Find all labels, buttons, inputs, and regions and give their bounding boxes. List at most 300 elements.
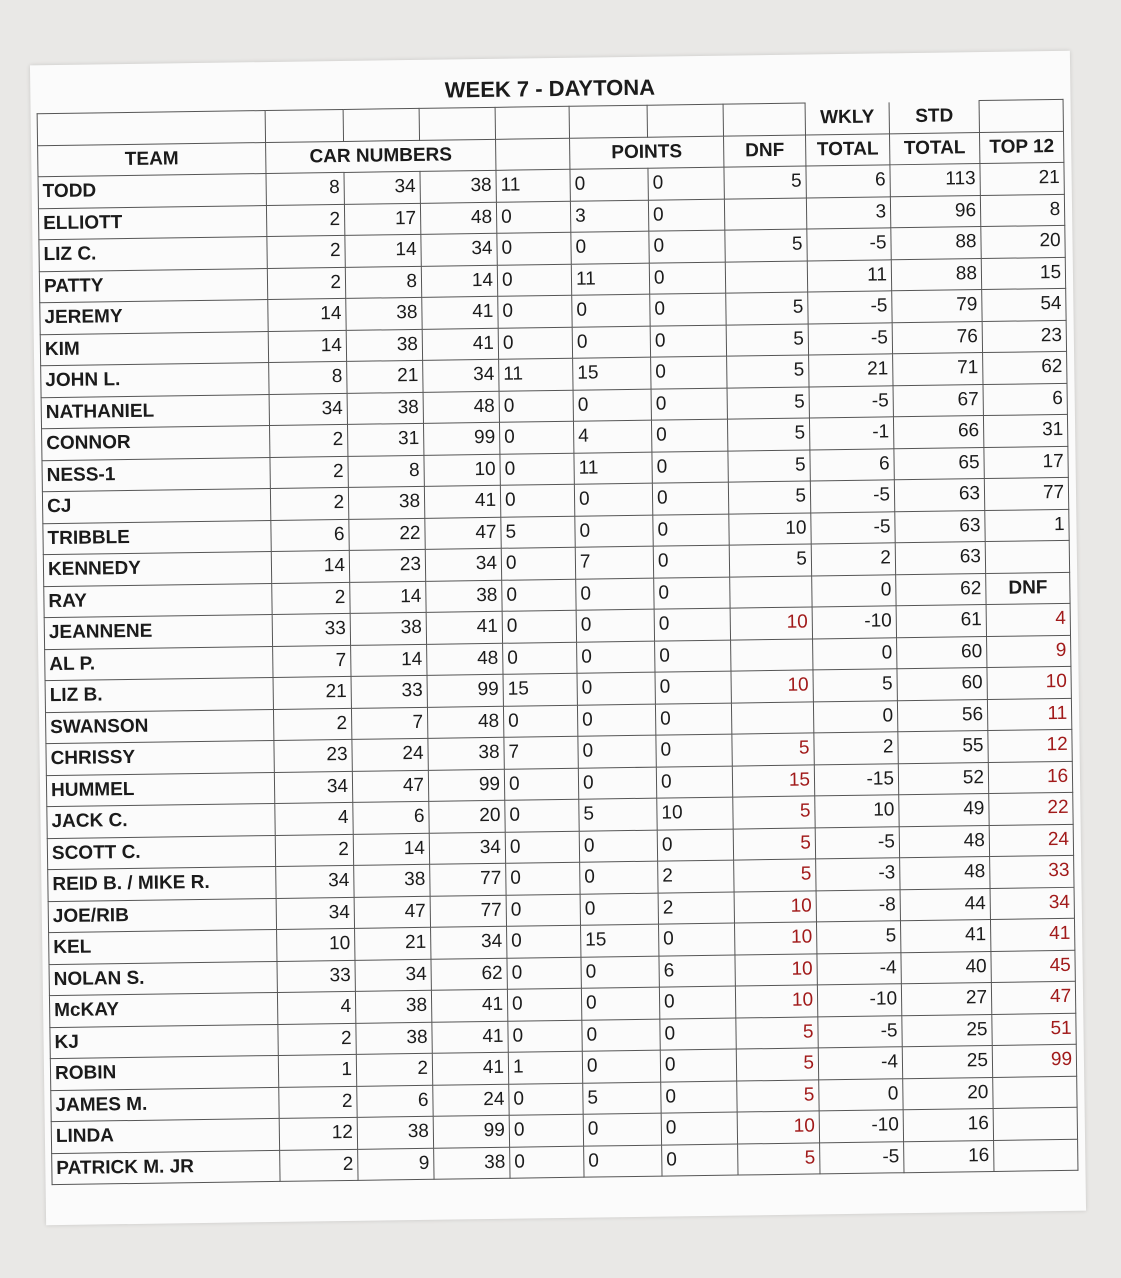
header-wkly-total: TOTAL <box>805 133 889 166</box>
team-name: CJ <box>42 489 270 524</box>
points-value: 0 <box>575 515 653 548</box>
dnf-value: 5 <box>733 796 815 829</box>
car-number: 8 <box>269 361 347 394</box>
car-number: 34 <box>429 832 505 865</box>
car-number: 34 <box>274 771 352 804</box>
weekly-total: 6 <box>810 448 894 481</box>
team-name: PATTY <box>39 268 267 303</box>
points-value: 0 <box>652 482 728 515</box>
points-value: 0 <box>578 767 656 800</box>
dnf-value: 10 <box>737 1111 819 1144</box>
top12-value: 1 <box>985 509 1070 542</box>
car-number: 33 <box>351 675 427 708</box>
points-value: 0 <box>577 672 655 705</box>
car-number: 38 <box>350 612 426 645</box>
car-number: 0 <box>509 1114 583 1147</box>
points-value: 0 <box>653 514 729 547</box>
team-name: LIZ C. <box>39 237 267 272</box>
dnf-value: 10 <box>729 512 811 545</box>
team-name: CONNOR <box>42 426 270 461</box>
points-value: 0 <box>649 262 725 295</box>
weekly-total: 5 <box>813 669 897 702</box>
car-number: 38 <box>346 297 422 330</box>
points-value: 0 <box>577 704 655 737</box>
car-number: 38 <box>420 170 496 203</box>
points-value: 11 <box>571 263 649 296</box>
standing-total: 48 <box>900 856 990 889</box>
car-number: 0 <box>508 1020 582 1053</box>
dnf-value: 5 <box>724 166 806 199</box>
car-number: 48 <box>427 643 503 676</box>
car-number: 14 <box>351 644 427 677</box>
top12-value: 62 <box>983 351 1068 384</box>
standing-total: 63 <box>894 479 984 512</box>
car-number: 38 <box>355 990 431 1023</box>
car-number: 20 <box>429 800 505 833</box>
car-number: 41 <box>424 485 500 518</box>
standing-total: 20 <box>903 1077 993 1110</box>
standing-total: 113 <box>890 164 980 197</box>
car-number: 99 <box>427 674 503 707</box>
standings-sheet <box>30 51 1086 1225</box>
car-number: 41 <box>422 328 498 361</box>
car-number: 31 <box>347 423 423 456</box>
points-value: 0 <box>573 389 651 422</box>
car-number: 2 <box>275 834 353 867</box>
top12-value: 16 <box>988 761 1073 794</box>
top12-value: 34 <box>990 887 1075 920</box>
car-number: 99 <box>423 422 499 455</box>
team-name: TRIBBLE <box>43 520 271 555</box>
car-number: 2 <box>270 424 348 457</box>
table-body <box>37 65 1078 1185</box>
weekly-total: -8 <box>816 889 900 922</box>
car-number: 0 <box>507 957 581 990</box>
car-number: 47 <box>352 770 428 803</box>
points-value: 4 <box>573 420 651 453</box>
dnf-value <box>731 701 813 734</box>
points-value: 0 <box>571 231 649 264</box>
top12-value: 15 <box>981 257 1066 290</box>
header-car-numbers: CAR NUMBERS <box>266 139 496 174</box>
points-value: 0 <box>654 577 730 610</box>
car-number: 0 <box>507 988 581 1021</box>
car-number: 38 <box>346 329 422 362</box>
points-value: 15 <box>573 357 651 390</box>
dnf-value: 5 <box>736 1016 818 1049</box>
points-value: 0 <box>580 861 658 894</box>
car-number: 38 <box>347 392 423 425</box>
points-value: 0 <box>650 293 726 326</box>
car-number: 11 <box>496 169 570 202</box>
car-number: 14 <box>268 298 346 331</box>
weekly-total: 0 <box>819 1078 903 1111</box>
team-name: LIZ B. <box>45 677 273 712</box>
points-value: 11 <box>574 452 652 485</box>
car-number: 2 <box>356 1053 432 1086</box>
weekly-total: 10 <box>815 795 899 828</box>
weekly-total: -5 <box>820 1141 904 1174</box>
dnf-value: 5 <box>737 1079 819 1112</box>
top12-value: 47 <box>991 981 1076 1014</box>
car-number: 34 <box>421 233 497 266</box>
car-number: 11 <box>499 358 573 391</box>
weekly-total: 5 <box>816 921 900 954</box>
top12-value: 51 <box>992 1013 1077 1046</box>
dnf-value: 5 <box>727 418 809 451</box>
top12-value: 6 <box>983 383 1068 416</box>
car-number: 8 <box>345 266 421 299</box>
car-number: 0 <box>510 1146 584 1179</box>
team-name: KJ <box>50 1024 278 1059</box>
points-value: 0 <box>661 1081 737 1114</box>
points-value: 3 <box>570 200 648 233</box>
points-value: 0 <box>651 356 727 389</box>
weekly-total: 0 <box>813 700 897 733</box>
car-number: 41 <box>432 1052 508 1085</box>
top12-value <box>994 1139 1079 1172</box>
header-std-total: TOTAL <box>889 132 979 165</box>
team-name: CHRISSY <box>46 740 274 775</box>
car-number: 24 <box>433 1084 509 1117</box>
car-number: 0 <box>506 862 580 895</box>
car-number: 0 <box>498 295 572 328</box>
car-number: 2 <box>272 582 350 615</box>
top12-value: 45 <box>991 950 1076 983</box>
points-value: 0 <box>582 1050 660 1083</box>
team-name: JACK C. <box>47 803 275 838</box>
standing-total: 61 <box>896 605 986 638</box>
points-value: 0 <box>579 830 657 863</box>
weekly-total: -4 <box>817 952 901 985</box>
weekly-total: -5 <box>808 291 892 324</box>
car-number: 34 <box>344 171 420 204</box>
weekly-total: -5 <box>811 511 895 544</box>
points-value: 0 <box>584 1145 662 1178</box>
car-number: 2 <box>266 204 344 237</box>
car-number: 10 <box>277 928 355 961</box>
car-number: 0 <box>497 232 571 265</box>
car-number: 48 <box>423 391 499 424</box>
car-number: 0 <box>497 264 571 297</box>
standing-total: 88 <box>891 227 981 260</box>
points-value: 5 <box>583 1082 661 1115</box>
car-number: 34 <box>269 393 347 426</box>
top12-value <box>985 540 1070 573</box>
top12-value: 11 <box>987 698 1072 731</box>
car-number: 22 <box>349 518 425 551</box>
team-name: TODD <box>38 174 266 209</box>
car-number: 34 <box>355 959 431 992</box>
top12-value: 31 <box>983 414 1068 447</box>
car-number: 0 <box>506 894 580 927</box>
top12-value: 20 <box>981 225 1066 258</box>
points-value: 0 <box>655 640 731 673</box>
car-number: 48 <box>427 706 503 739</box>
car-number: 0 <box>504 768 578 801</box>
car-number: 77 <box>430 863 506 896</box>
top12-value: 4 <box>986 603 1071 636</box>
standing-total: 63 <box>895 510 985 543</box>
top12-value: 99 <box>992 1044 1077 1077</box>
car-number: 41 <box>431 989 507 1022</box>
weekly-total: 3 <box>806 196 890 229</box>
team-name: SWANSON <box>45 709 273 744</box>
header-std: STD <box>889 101 979 134</box>
dnf-value: 5 <box>736 1048 818 1081</box>
points-value: 0 <box>576 609 654 642</box>
points-value: 0 <box>662 1144 738 1177</box>
car-number: 2 <box>267 267 345 300</box>
top12-value: 41 <box>990 918 1075 951</box>
standing-total: 62 <box>896 573 986 606</box>
car-number: 2 <box>267 235 345 268</box>
car-number: 38 <box>434 1147 510 1180</box>
car-number: 21 <box>355 927 431 960</box>
car-number: 0 <box>498 327 572 360</box>
car-number: 41 <box>426 611 502 644</box>
dnf-value: 10 <box>735 953 817 986</box>
standing-total: 88 <box>891 258 981 291</box>
points-value: 15 <box>581 924 659 957</box>
points-value: 0 <box>581 987 659 1020</box>
car-number: 38 <box>356 1022 432 1055</box>
car-number: 38 <box>354 864 430 897</box>
car-number: 99 <box>433 1115 509 1148</box>
car-number: 0 <box>503 705 577 738</box>
car-number: 0 <box>500 453 574 486</box>
weekly-total: 2 <box>814 732 898 765</box>
points-value: 0 <box>649 230 725 263</box>
points-value: 2 <box>658 860 734 893</box>
weekly-total: -10 <box>812 606 896 639</box>
car-number: 10 <box>424 454 500 487</box>
points-value: 0 <box>578 735 656 768</box>
points-value: 0 <box>572 326 650 359</box>
dnf-value: 5 <box>725 229 807 262</box>
team-name: JAMES M. <box>51 1087 279 1122</box>
car-number: 12 <box>279 1117 357 1150</box>
points-value: 0 <box>574 483 652 516</box>
weekly-total: -5 <box>815 826 899 859</box>
car-number: 0 <box>502 610 576 643</box>
car-number: 14 <box>350 581 426 614</box>
standing-total: 41 <box>900 919 990 952</box>
weekly-total: -10 <box>817 984 901 1017</box>
weekly-total: -10 <box>819 1110 903 1143</box>
team-name: KEL <box>49 929 277 964</box>
weekly-total: 6 <box>806 165 890 198</box>
dnf-value <box>724 197 806 230</box>
car-number: 14 <box>421 265 497 298</box>
weekly-total: -4 <box>818 1047 902 1080</box>
team-name: NESS-1 <box>42 457 270 492</box>
car-number: 2 <box>280 1149 358 1182</box>
points-value: 0 <box>651 388 727 421</box>
points-value: 0 <box>655 671 731 704</box>
points-value: 0 <box>652 451 728 484</box>
car-number: 17 <box>344 203 420 236</box>
team-name: HUMMEL <box>46 772 274 807</box>
dnf-value: 5 <box>726 292 808 325</box>
weekly-total: -3 <box>816 858 900 891</box>
car-number: 0 <box>502 579 576 612</box>
standing-total: 67 <box>893 384 983 417</box>
points-value: 0 <box>660 1049 736 1082</box>
standing-total: 25 <box>902 1045 992 1078</box>
dnf-value: 10 <box>730 607 812 640</box>
points-value: 0 <box>660 1018 736 1051</box>
team-name: NATHANIEL <box>41 394 269 429</box>
standing-total: 96 <box>890 195 980 228</box>
car-number: 1 <box>278 1054 356 1087</box>
car-number: 34 <box>425 548 501 581</box>
car-number: 47 <box>425 517 501 550</box>
car-number: 6 <box>353 801 429 834</box>
car-number: 41 <box>422 296 498 329</box>
car-number: 8 <box>266 172 344 205</box>
sheet-title: WEEK 7 - DAYTONA <box>444 74 656 103</box>
car-number: 47 <box>354 896 430 929</box>
points-value: 0 <box>570 168 648 201</box>
team-name: ROBIN <box>50 1055 278 1090</box>
points-value: 10 <box>657 797 733 830</box>
dnf-value: 5 <box>732 733 814 766</box>
top12-value: 24 <box>989 824 1074 857</box>
team-name: JOHN L. <box>41 363 269 398</box>
points-value: 2 <box>658 892 734 925</box>
car-number: 34 <box>431 926 507 959</box>
car-number: 34 <box>276 865 354 898</box>
standing-total: 55 <box>898 731 988 764</box>
standing-total: 44 <box>900 888 990 921</box>
dnf-value: 10 <box>731 670 813 703</box>
dnf-value <box>730 575 812 608</box>
standing-total: 56 <box>897 699 987 732</box>
car-number: 34 <box>423 359 499 392</box>
dnf-value: 5 <box>727 355 809 388</box>
header-team: TEAM <box>38 142 266 177</box>
points-value: 0 <box>582 1019 660 1052</box>
car-number: 8 <box>348 455 424 488</box>
top12-value: 9 <box>987 635 1072 668</box>
weekly-total: -5 <box>807 228 891 261</box>
header-points: POINTS <box>570 136 724 170</box>
dnf-value: 5 <box>733 827 815 860</box>
standings-table <box>36 65 1078 1185</box>
top12-value: 23 <box>982 320 1067 353</box>
standing-total: 79 <box>892 290 982 323</box>
car-number: 14 <box>268 330 346 363</box>
top12-value: 22 <box>989 792 1074 825</box>
points-value: 0 <box>581 956 659 989</box>
top12-value: 8 <box>980 194 1065 227</box>
car-number: 2 <box>273 708 351 741</box>
top12-value: 10 <box>987 666 1072 699</box>
car-number: 38 <box>428 737 504 770</box>
header-top12: TOP 12 <box>979 131 1064 164</box>
car-number: 15 <box>503 673 577 706</box>
points-value: 0 <box>654 608 730 641</box>
car-number: 33 <box>272 613 350 646</box>
car-number: 38 <box>348 486 424 519</box>
team-name: SCOTT C. <box>47 835 275 870</box>
team-name: AL P. <box>45 646 273 681</box>
standing-total: 52 <box>898 762 988 795</box>
car-number: 2 <box>278 1023 356 1056</box>
standing-total: 65 <box>894 447 984 480</box>
top12-value: 21 <box>980 162 1065 195</box>
standing-total: 16 <box>904 1140 994 1173</box>
car-number: 7 <box>273 645 351 678</box>
standing-total: 66 <box>893 416 983 449</box>
points-value: 0 <box>572 294 650 327</box>
points-value: 0 <box>648 199 724 232</box>
dnf-value <box>725 260 807 293</box>
points-value: 0 <box>659 923 735 956</box>
points-value: 0 <box>659 986 735 1019</box>
weekly-total: 0 <box>813 637 897 670</box>
dnf-section-label: DNF <box>986 572 1071 605</box>
standing-total: 48 <box>899 825 989 858</box>
points-value: 0 <box>653 545 729 578</box>
team-name: KENNEDY <box>43 551 271 586</box>
car-number: 41 <box>432 1021 508 1054</box>
points-value: 0 <box>583 1113 661 1146</box>
team-name: RAY <box>44 583 272 618</box>
standing-total: 76 <box>892 321 982 354</box>
weekly-total: 2 <box>811 543 895 576</box>
team-name: JEREMY <box>40 300 268 335</box>
points-value: 5 <box>579 798 657 831</box>
points-value: 0 <box>648 167 724 200</box>
car-number: 5 <box>501 516 575 549</box>
car-number: 23 <box>349 549 425 582</box>
car-number: 77 <box>430 895 506 928</box>
car-number: 9 <box>358 1148 434 1181</box>
weekly-total: -5 <box>818 1015 902 1048</box>
car-number: 4 <box>275 802 353 835</box>
standing-total: 16 <box>903 1108 993 1141</box>
weekly-total: -1 <box>809 417 893 450</box>
standing-total: 27 <box>901 982 991 1015</box>
points-value: 0 <box>580 893 658 926</box>
dnf-value: 10 <box>735 985 817 1018</box>
car-number: 48 <box>420 202 496 235</box>
weekly-total: -15 <box>814 763 898 796</box>
team-name: PATRICK M. JR <box>52 1150 280 1185</box>
header-dnf: DNF <box>724 134 806 167</box>
car-number: 0 <box>505 799 579 832</box>
car-number: 21 <box>273 676 351 709</box>
standing-total: 25 <box>902 1014 992 1047</box>
standing-total: 60 <box>897 636 987 669</box>
dnf-value: 10 <box>734 890 816 923</box>
standing-total: 40 <box>901 951 991 984</box>
car-number: 6 <box>357 1085 433 1118</box>
team-name: JOE/RIB <box>48 898 276 933</box>
points-value: 0 <box>651 419 727 452</box>
team-name: ELLIOTT <box>38 205 266 240</box>
weekly-total: 11 <box>807 259 891 292</box>
points-value: 0 <box>650 325 726 358</box>
car-number: 7 <box>351 707 427 740</box>
dnf-value: 5 <box>726 323 808 356</box>
car-number: 0 <box>509 1083 583 1116</box>
top12-value: 17 <box>984 446 1069 479</box>
team-name: REID B. / MIKE R. <box>48 866 276 901</box>
points-value: 0 <box>576 578 654 611</box>
